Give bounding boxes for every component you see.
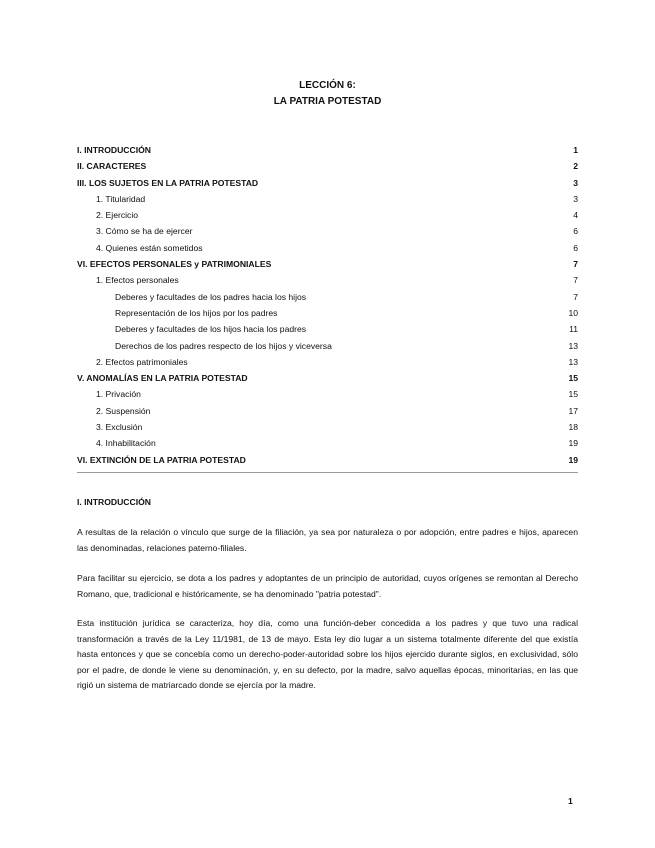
toc-entry-page: 15 bbox=[568, 389, 578, 400]
toc-entry-page: 13 bbox=[568, 356, 578, 367]
table-of-contents bbox=[77, 143, 578, 469]
toc-entry[interactable] bbox=[77, 159, 578, 175]
toc-entry-label: 3. Cómo se ha de ejercer bbox=[96, 226, 193, 237]
toc-entry-label: 2. Efectos patrimoniales bbox=[96, 356, 188, 367]
toc-entry[interactable] bbox=[77, 273, 578, 289]
toc-entry-page: 7 bbox=[573, 259, 578, 270]
toc-entry-page: 15 bbox=[568, 373, 578, 384]
toc-entry-label: II. CARACTERES bbox=[77, 161, 147, 172]
toc-entry[interactable] bbox=[77, 339, 578, 355]
toc-entry-page: 4 bbox=[573, 210, 578, 221]
paragraph-3: Esta institución jurídica se caracteriza, hoy día, como una función-deber concedida a los padres y que tuvo una radical transformación a través de la Ley 11/1981, de 13 de mayo. Esta ley dio lugar a un sistema totalmente diferente del que existía hasta entonces y que se concebía como un derecho-poder-autoridad sobre los hijos ejercido durante siglos, en exclusividad, sólo por el padre, de donde le viene su denominación, y, en su defecto, por la madre, salvo aquellas épocas, minoritarias, en las que rigió un sistema de matriarcado donde se ejercía por la madre. bbox=[77, 618, 578, 690]
toc-entry[interactable] bbox=[77, 436, 578, 452]
toc-entry-label: Deberes y facultades de los hijos hacia los padres bbox=[115, 324, 307, 335]
page-number: 1 bbox=[568, 796, 573, 806]
toc-entry-page: 19 bbox=[568, 438, 578, 449]
toc-entry-label: 3. Exclusión bbox=[96, 422, 143, 433]
toc-entry-page: 3 bbox=[573, 177, 578, 188]
toc-entry-label: 1. Titularidad bbox=[96, 193, 146, 204]
toc-entry[interactable] bbox=[77, 208, 578, 224]
toc-entry[interactable] bbox=[77, 257, 578, 273]
toc-entry-page: 13 bbox=[568, 340, 578, 351]
toc-entry-page: 10 bbox=[568, 307, 578, 318]
paragraph-1: A resultas de la relación o vínculo que surge de la filiación, ya sea por naturaleza o por adopción, entre padres e hijos, aparecen las denominadas, relaciones paterno-filiales. bbox=[77, 527, 578, 553]
toc-entry[interactable] bbox=[77, 306, 578, 322]
section-heading: I. INTRODUCCIÓN bbox=[77, 497, 151, 507]
toc-entry[interactable] bbox=[77, 322, 578, 338]
toc-entry[interactable] bbox=[77, 355, 578, 371]
toc-entry[interactable] bbox=[77, 404, 578, 420]
toc-entry-label: Representación de los hijos por los padres bbox=[115, 307, 278, 318]
toc-entry-page: 6 bbox=[573, 226, 578, 237]
toc-entry[interactable] bbox=[77, 371, 578, 387]
toc-entry-label: Deberes y facultades de los padres hacia los hijos bbox=[115, 291, 307, 302]
toc-entry-label: VI. EXTINCIÓN DE LA PATRIA POTESTAD bbox=[77, 454, 246, 465]
toc-entry[interactable] bbox=[77, 290, 578, 306]
toc-entry-label: 4. Quienes están sometidos bbox=[96, 242, 203, 253]
toc-entry-page: 19 bbox=[568, 454, 578, 465]
toc-entry[interactable] bbox=[77, 241, 578, 257]
divider bbox=[77, 472, 578, 473]
toc-entry-page: 7 bbox=[573, 291, 578, 302]
toc-entry-page: 11 bbox=[569, 324, 578, 335]
lesson-title: LA PATRIA POTESTAD bbox=[273, 96, 382, 107]
toc-entry-label: 2. Suspensión bbox=[96, 405, 151, 416]
toc-entry-label: 1. Efectos personales bbox=[96, 275, 179, 286]
toc-entry-label: Derechos de los padres respecto de los hijos y viceversa bbox=[115, 340, 332, 351]
toc-entry[interactable] bbox=[77, 192, 578, 208]
toc-entry-label: V. ANOMALÍAS EN LA PATRIA POTESTAD bbox=[77, 373, 248, 384]
toc-entry-page: 6 bbox=[573, 242, 578, 253]
toc-entry-label: 2. Ejercicio bbox=[96, 210, 139, 221]
lesson-number: LECCIÓN 6: bbox=[299, 80, 356, 91]
toc-entry-page: 3 bbox=[573, 193, 578, 204]
toc-entry-label: 4. Inhabilitación bbox=[96, 438, 156, 449]
toc-entry[interactable] bbox=[77, 453, 578, 469]
toc-entry-page: 17 bbox=[568, 405, 578, 416]
toc-entry-label: 1. Privación bbox=[96, 389, 141, 400]
toc-entry[interactable] bbox=[77, 387, 578, 403]
toc-entry[interactable] bbox=[77, 143, 578, 159]
toc-entry[interactable] bbox=[77, 224, 578, 240]
toc-entry-page: 18 bbox=[568, 422, 578, 433]
toc-entry-label: III. LOS SUJETOS EN LA PATRIA POTESTAD bbox=[77, 177, 259, 188]
toc-entry-page: 1 bbox=[573, 145, 578, 155]
toc-entry-page: 7 bbox=[573, 275, 578, 286]
toc-entry[interactable] bbox=[77, 420, 578, 436]
toc-entry-page: 2 bbox=[573, 161, 578, 172]
paragraph-2: Para facilitar su ejercicio, se dota a los padres y adoptantes de un principio de autoridad, cuyos orígenes se remontan al Derecho Romano, que, tradicional e históricamente, se ha denominado "patria potestad". bbox=[77, 573, 578, 599]
toc-entry-label: I. INTRODUCCIÓN bbox=[77, 145, 151, 155]
toc-entry-label: VI. EFECTOS PERSONALES y PATRIMONIALES bbox=[77, 259, 272, 270]
toc-entry[interactable] bbox=[77, 176, 578, 192]
